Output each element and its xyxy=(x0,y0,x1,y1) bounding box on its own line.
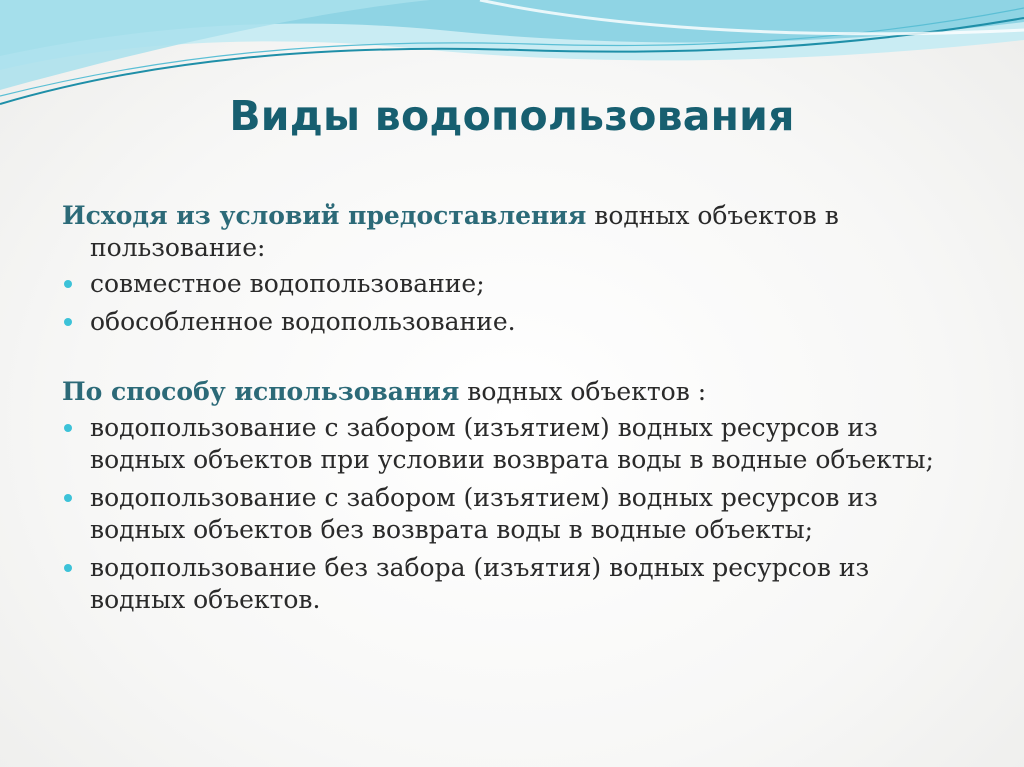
list-item: совместное водопользование; xyxy=(62,268,962,300)
bullet-icon xyxy=(64,318,72,326)
list-item: обособленное водопользование. xyxy=(62,306,962,338)
bullet-icon xyxy=(64,564,72,572)
section-conditions xyxy=(62,200,962,338)
page-title: Виды водопользования xyxy=(229,92,795,140)
section-conditions-list xyxy=(62,268,962,338)
slide-body xyxy=(62,200,962,622)
section-conditions-lead xyxy=(62,200,962,264)
bullet-icon xyxy=(64,494,72,502)
list-item: водопользование с забором (изъятием) водных ресурсов из водных объектов без возврата воды в водные объекты; xyxy=(62,482,962,546)
bullet-icon xyxy=(64,424,72,432)
list-item: водопользование с забором (изъятием) водных ресурсов из водных объектов при условии возврата воды в водные объекты; xyxy=(62,412,962,476)
section-method-lead xyxy=(62,376,962,408)
section-conditions-lead-rest: водных объектов в xyxy=(586,201,839,230)
section-conditions-lead-line2: пользование: xyxy=(90,233,266,262)
section-conditions-highlight: Исходя из условий предоставления xyxy=(62,201,587,230)
section-method-lead-rest: водных объектов : xyxy=(459,377,707,406)
section-method xyxy=(62,376,962,616)
bullet-icon xyxy=(64,280,72,288)
section-method-highlight: По способу использования xyxy=(62,377,460,406)
section-method-list xyxy=(62,412,962,616)
list-item: водопользование без забора (изъятия) водных ресурсов из водных объектов. xyxy=(62,552,962,616)
